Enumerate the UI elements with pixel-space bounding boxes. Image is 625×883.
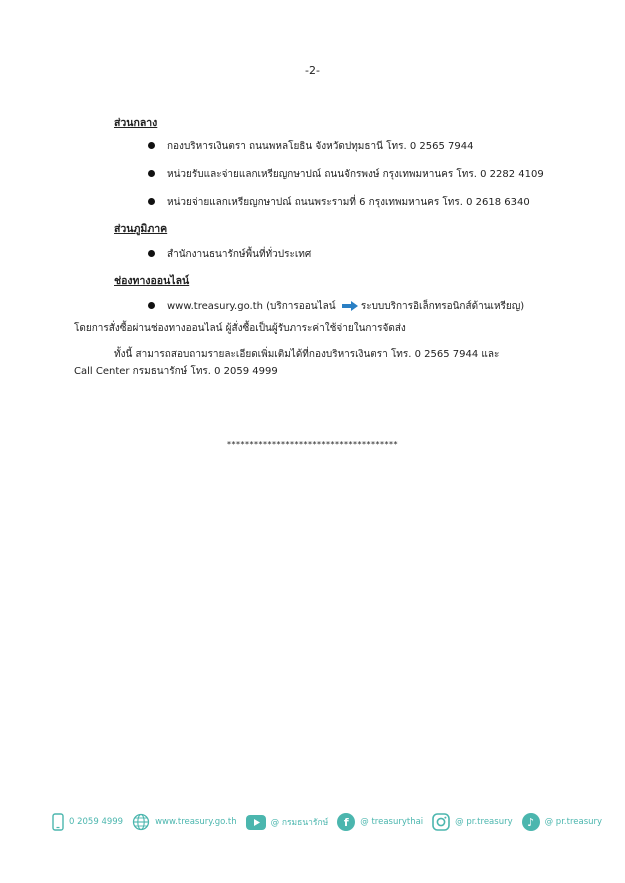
footer-facebook[interactable]	[337, 813, 423, 831]
bullet-icon	[148, 250, 155, 257]
youtube-icon	[246, 815, 266, 830]
tiktok-icon: ♪	[522, 813, 540, 831]
page-number: -2-	[305, 64, 320, 77]
list-item	[148, 299, 524, 314]
footer-website[interactable]	[132, 813, 237, 831]
footer-contacts	[52, 811, 611, 833]
list-item-text: สำนักงานธนารักษ์พื้นที่ทั่วประเทศ	[167, 249, 312, 260]
phone-icon	[52, 813, 64, 831]
globe-icon	[132, 813, 150, 831]
facebook-icon: f	[337, 813, 355, 831]
list-item	[148, 195, 530, 210]
footer-youtube-text: @ กรมธนารักษ์	[270, 818, 329, 828]
list-item-text: กองบริหารเงินตรา ถนนพหลโยธิน จังหวัดปทุมธานี โทร. 0 2565 7944	[167, 141, 474, 152]
footer-youtube[interactable]	[246, 815, 329, 830]
footer-instagram-text: @ pr.treasury	[455, 817, 513, 827]
list-item	[148, 247, 311, 262]
separator: **************************************	[227, 440, 398, 449]
arrow-right-icon	[342, 301, 358, 311]
list-item-text: หน่วยรับและจ่ายแลกเหรียญกษาปณ์ ถนนจักรพงษ์ กรุงเทพมหานคร โทร. 0 2282 4109	[167, 169, 544, 180]
footer-instagram[interactable]	[432, 813, 512, 831]
footer-website-text: www.treasury.go.th	[155, 817, 237, 827]
closing-line-1: ทั้งนี้ สามารถสอบถามรายละเอียดเพิ่มเติมได้ที่กองบริหารเงินตรา โทร. 0 2565 7944 และ	[114, 349, 500, 360]
heading-online: ช่องทางออนไลน์	[114, 275, 190, 287]
footer-phone[interactable]	[52, 813, 123, 831]
footer-tiktok[interactable]	[522, 813, 602, 831]
bullet-icon	[148, 198, 155, 205]
online-service-text: ระบบบริการอิเล็กทรอนิกส์ด้านเหรียญ)	[360, 301, 525, 312]
list-item	[148, 139, 473, 154]
footer-tiktok-text: @ pr.treasury	[544, 817, 603, 827]
list-item	[148, 167, 544, 182]
heading-regional: ส่วนภูมิภาค	[114, 223, 168, 235]
bullet-icon	[148, 170, 155, 177]
footer-facebook-text: @ treasurythai	[360, 817, 424, 827]
footer-phone-text: 0 2059 4999	[69, 817, 124, 827]
heading-central: ส่วนกลาง	[114, 117, 158, 129]
bullet-icon	[148, 142, 155, 149]
online-link-text[interactable]: www.treasury.go.th (บริการออนไลน์	[167, 301, 336, 312]
instagram-icon	[432, 813, 450, 831]
online-note: โดยการสั่งซื้อผ่านช่องทางออนไลน์ ผู้สั่งซื้อเป็นผู้รับภาระค่าใช้จ่ายในการจัดส่ง	[74, 323, 406, 334]
bullet-icon	[148, 302, 155, 309]
list-item-text: หน่วยจ่ายแลกเหรียญกษาปณ์ ถนนพระรามที่ 6 กรุงเทพมหานคร โทร. 0 2618 6340	[167, 197, 530, 208]
closing-line-2: Call Center กรมธนารักษ์ โทร. 0 2059 4999	[74, 366, 278, 377]
